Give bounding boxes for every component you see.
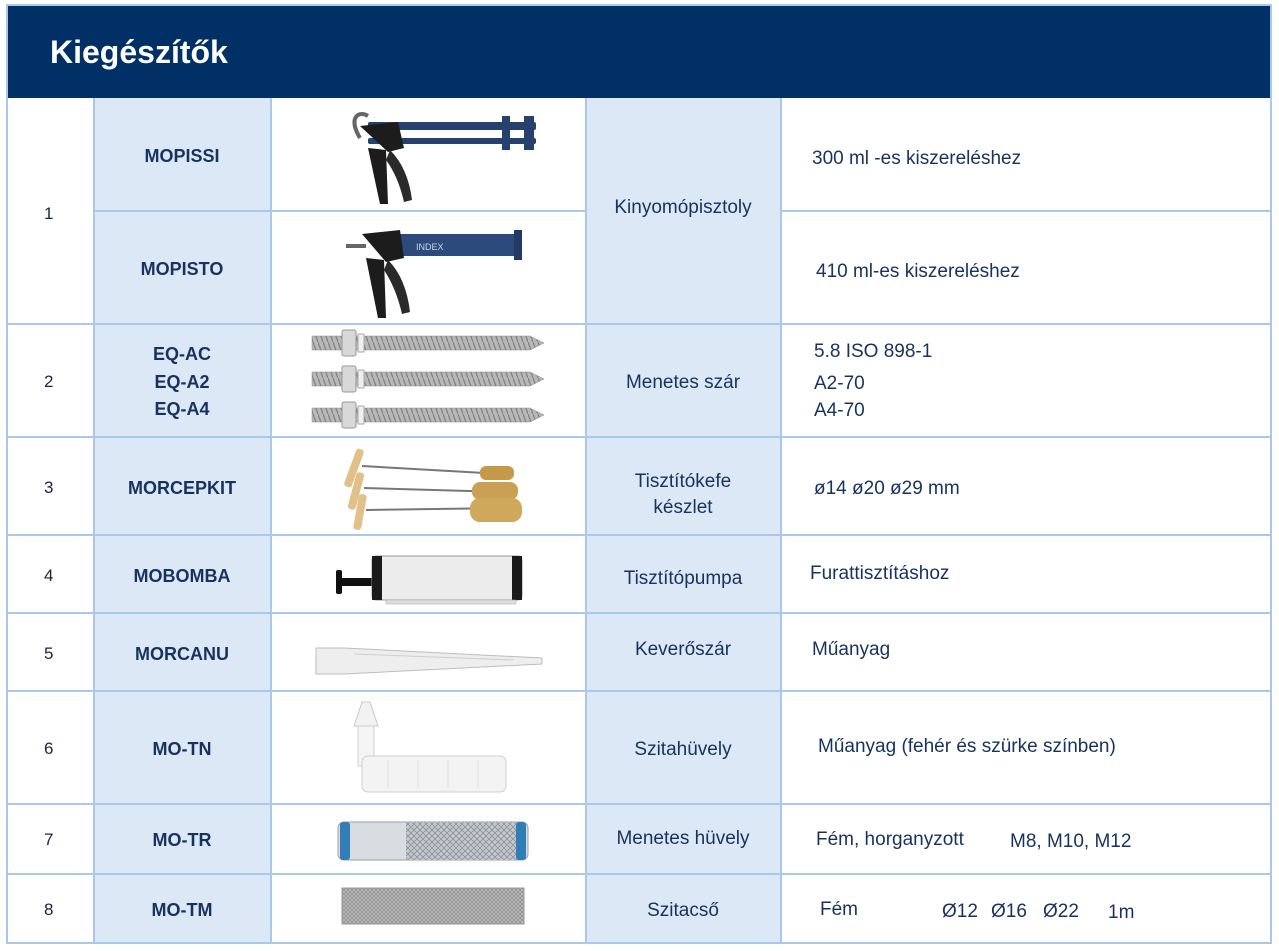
threaded-rod-icon — [308, 328, 548, 434]
row-number: 1 — [44, 204, 54, 223]
accessories-table — [6, 4, 1272, 944]
product-name: Tisztítópumpa — [623, 568, 743, 589]
product-code: MO-TN — [152, 739, 212, 759]
mixing-nozzle-icon — [314, 644, 544, 678]
code-column-bg — [94, 98, 270, 942]
row-number: 3 — [44, 478, 54, 497]
product-code: MO-TR — [152, 830, 212, 850]
table-header — [8, 6, 1270, 98]
product-code: MORCEPKIT — [128, 478, 236, 498]
row-number: 2 — [44, 372, 54, 391]
product-name: Kinyomópisztoly — [614, 197, 752, 218]
cleaning-brush-set-icon — [342, 444, 532, 532]
product-description: A4-70 — [814, 400, 865, 421]
product-size: 1m — [1108, 902, 1135, 923]
product-description: 410 ml-es kiszereléshez — [816, 261, 1020, 282]
product-code: EQ-A2 — [154, 372, 210, 392]
product-name: Menetes hüvely — [616, 828, 750, 849]
product-size: Ø22 — [1043, 901, 1079, 922]
product-code: EQ-AC — [153, 344, 211, 364]
row-number: 8 — [44, 900, 54, 919]
row-number: 5 — [44, 644, 54, 663]
svg-text:INDEX: INDEX — [416, 242, 444, 252]
plastic-sieve-sleeve-icon — [348, 702, 508, 796]
product-code: MORCANU — [135, 644, 229, 664]
blow-pump-icon — [336, 550, 526, 610]
caulking-gun-open-frame-icon — [338, 108, 538, 208]
product-name: Menetes szár — [625, 372, 741, 393]
threaded-sleeve-icon — [330, 818, 530, 864]
product-code: MOBOMBA — [133, 566, 231, 586]
product-name: Tisztítókefe készlet — [634, 471, 732, 518]
row-number: 4 — [44, 566, 54, 585]
product-code: MO-TM — [151, 900, 213, 920]
product-description: Furattisztításhoz — [810, 563, 950, 584]
product-name: Szitahüvely — [634, 739, 732, 760]
product-name: Szitacső — [647, 900, 719, 921]
product-description: Műanyag — [812, 639, 891, 660]
product-sizes: M8, M10, M12 — [1010, 831, 1132, 852]
product-description: 300 ml -es kiszereléshez — [812, 148, 1022, 169]
page-title: Kiegészítők — [50, 34, 228, 70]
product-description: Műanyag (fehér és szürke színben) — [818, 736, 1116, 757]
product-size: Ø12 — [942, 901, 978, 922]
product-name: Keverőszár — [634, 639, 732, 660]
metal-mesh-tube-icon — [340, 886, 526, 926]
product-description: Fém, horganyzott — [816, 829, 964, 850]
product-description: ø14 ø20 ø29 mm — [814, 478, 960, 499]
row-number: 7 — [44, 830, 54, 849]
product-description: 5.8 ISO 898-1 — [814, 341, 933, 362]
product-code: EQ-A4 — [154, 399, 210, 419]
product-description: A2-70 — [814, 373, 865, 394]
product-code: MOPISTO — [140, 259, 224, 279]
product-code: MOPISSI — [144, 146, 220, 166]
caulking-gun-tube-icon — [338, 218, 538, 318]
product-size: Ø16 — [991, 901, 1027, 922]
row-number: 6 — [44, 739, 54, 758]
product-description: Fém — [820, 899, 858, 920]
